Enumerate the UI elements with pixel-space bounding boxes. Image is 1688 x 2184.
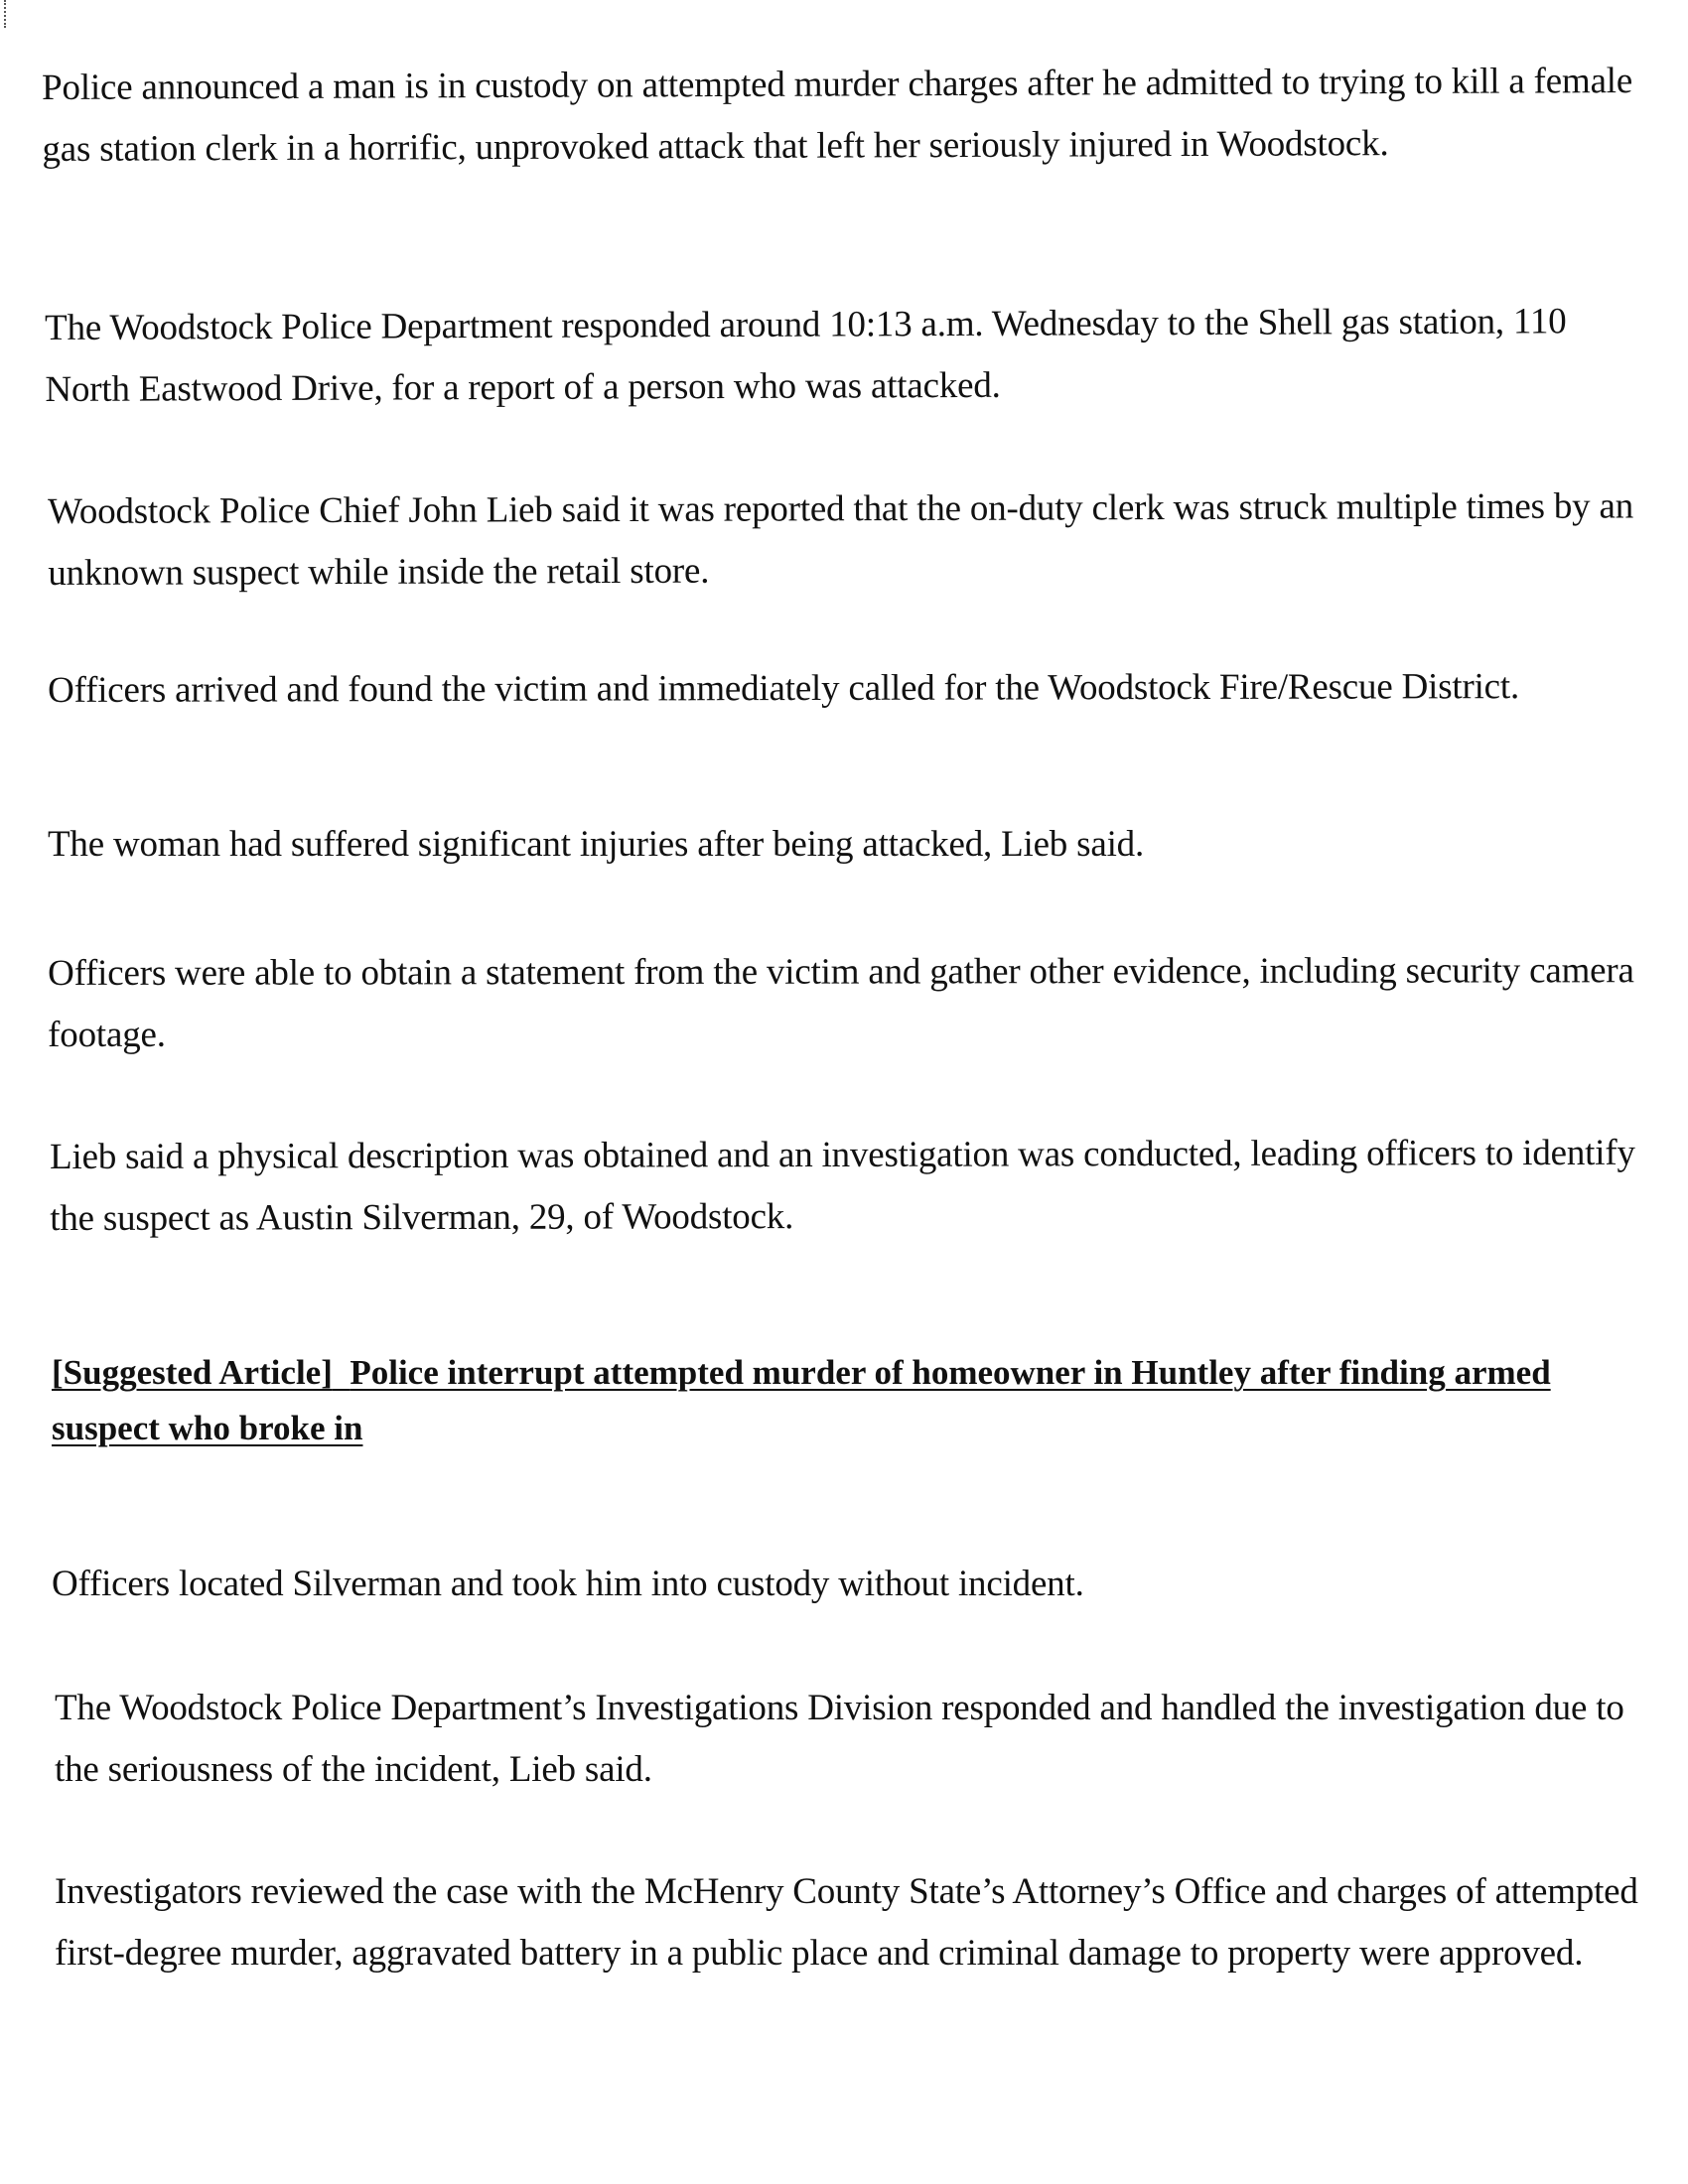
suggested-article-link[interactable]: [52, 1345, 1640, 1456]
article-paragraph-5: The woman had suffered significant injuries after being attacked, Lieb said.: [48, 824, 1144, 865]
article-paragraph-9: The Woodstock Police Department’s Investigations Division responded and handled the investigation due to the seriousness of the incident, Lieb said.: [55, 1688, 1624, 1790]
article-paragraph-10: Investigators reviewed the case with the McHenry County State’s Attorney’s Office and charges of attempted first-degree murder, aggravated battery in a public place and criminal damage to property were approved.: [55, 1871, 1638, 1974]
article-paragraph-4: Officers arrived and found the victim and immediately called for the Woodstock Fire/Rescue District.: [48, 666, 1520, 711]
article-paragraph-2: The Woodstock Police Department responded around 10:13 a.m. Wednesday to the Shell gas station, 110 North Eastwood Drive, for a report of a person who was attacked.: [45, 301, 1567, 410]
suggested-article-prefix: [Suggested Article]: [52, 1353, 333, 1392]
article-paragraph-8: Officers located Silverman and took him into custody without incident.: [52, 1564, 1084, 1604]
article-paragraph-1: Police announced a man is in custody on attempted murder charges after he admitted to trying to kill a female gas station clerk in a horrific, unprovoked attack that left her seriously injured in Woodstock.: [42, 61, 1633, 170]
article-paragraph-3: Woodstock Police Chief John Lieb said it was reported that the on-duty clerk was struck multiple times by an unknown suspect while inside the retail store.: [48, 485, 1634, 594]
article-paragraph-7: Lieb said a physical description was obtained and an investigation was conducted, leading officers to identify the suspect as Austin Silverman, 29, of Woodstock.: [50, 1132, 1635, 1239]
suggested-article-title: Police interrupt attempted murder of homeowner in Huntley after finding armed suspect who broke in: [52, 1353, 1551, 1447]
article-paragraph-6: Officers were able to obtain a statement from the victim and gather other evidence, including security camera footage.: [48, 950, 1634, 1055]
scan-edge-mark: [4, 0, 8, 28]
